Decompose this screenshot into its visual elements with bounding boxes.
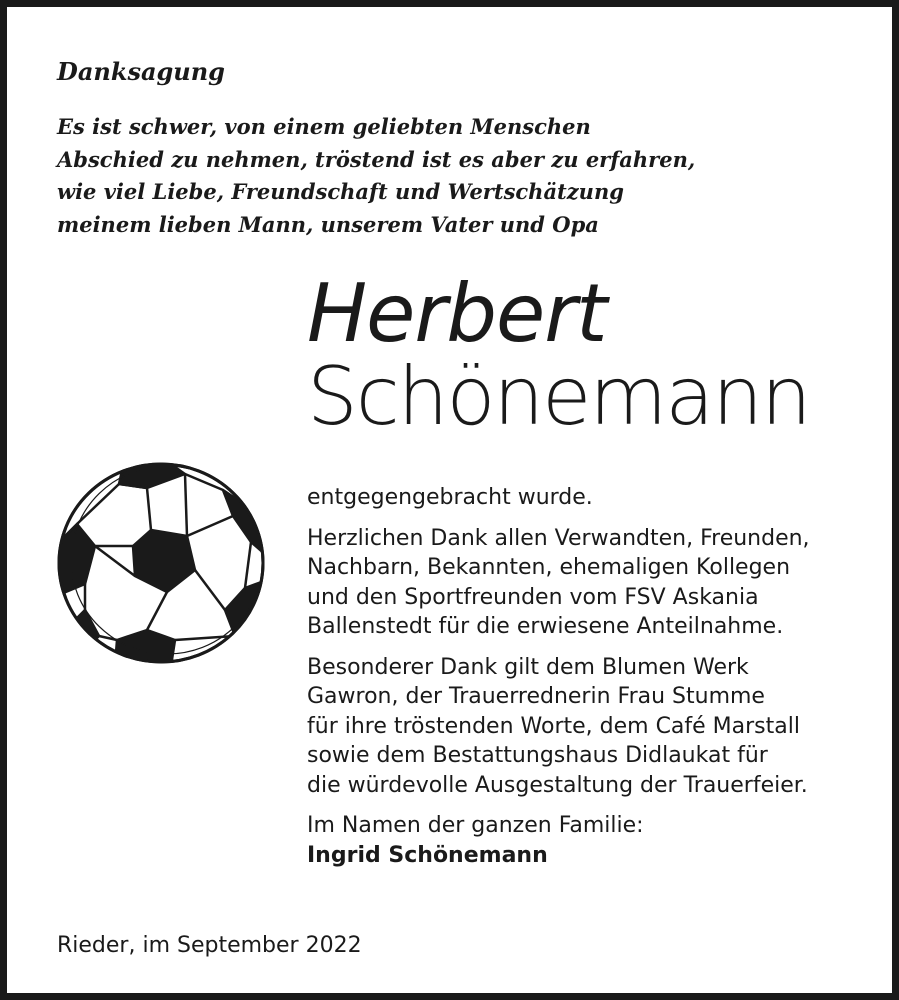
special-thanks-paragraph [307, 653, 867, 801]
family-line: Im Namen der ganzen Familie: [307, 813, 644, 838]
thanks-paragraph [307, 524, 867, 642]
intro-line: Es ist schwer, von einem geliebten Menschen [57, 114, 591, 139]
thanks-line: Nachbarn, Bekannten, ehemaligen Kollegen [307, 555, 791, 580]
thanks-line: und den Sportfreunden vom FSV Askania [307, 584, 759, 610]
signature: Ingrid Schönemann [307, 842, 548, 868]
intro-line: wie viel Liebe, Freundschaft und Wertschätzung [57, 179, 624, 204]
notice-heading: Danksagung [57, 57, 225, 86]
special-thanks-line: für ihre tröstenden Worte, dem Café Marstall [307, 713, 800, 739]
intro-text [57, 111, 695, 241]
family-signoff [307, 811, 867, 870]
deceased-last-name: Schönemann [307, 350, 810, 443]
special-thanks-line: Gawron, der Trauerrednerin Frau Stumme [307, 684, 765, 709]
continuation-text: entgegengebracht wurde. [307, 485, 593, 510]
thanks-line: Ballenstedt für die erwiesene Anteilnahme. [307, 614, 784, 639]
special-thanks-line: sowie dem Bestattungshaus Didlaukat für [307, 743, 768, 768]
deceased-first-name: Herbert [307, 267, 607, 360]
thanks-line: Herzlichen Dank allen Verwandten, Freunden, [307, 525, 810, 551]
intro-line: meinem lieben Mann, unserem Vater und Opa [57, 211, 599, 237]
thanks-body [307, 483, 867, 870]
intro-line: Abschied zu nehmen, tröstend ist es aber zu erfahren, [57, 146, 696, 172]
soccer-ball-icon [55, 460, 267, 666]
special-thanks-line: Besonderer Dank gilt dem Blumen Werk [307, 654, 749, 680]
special-thanks-line: die würdevolle Ausgestaltung der Trauerfeier. [307, 772, 808, 798]
place-date: Rieder, im September 2022 [57, 933, 362, 958]
deceased-name [307, 267, 810, 443]
